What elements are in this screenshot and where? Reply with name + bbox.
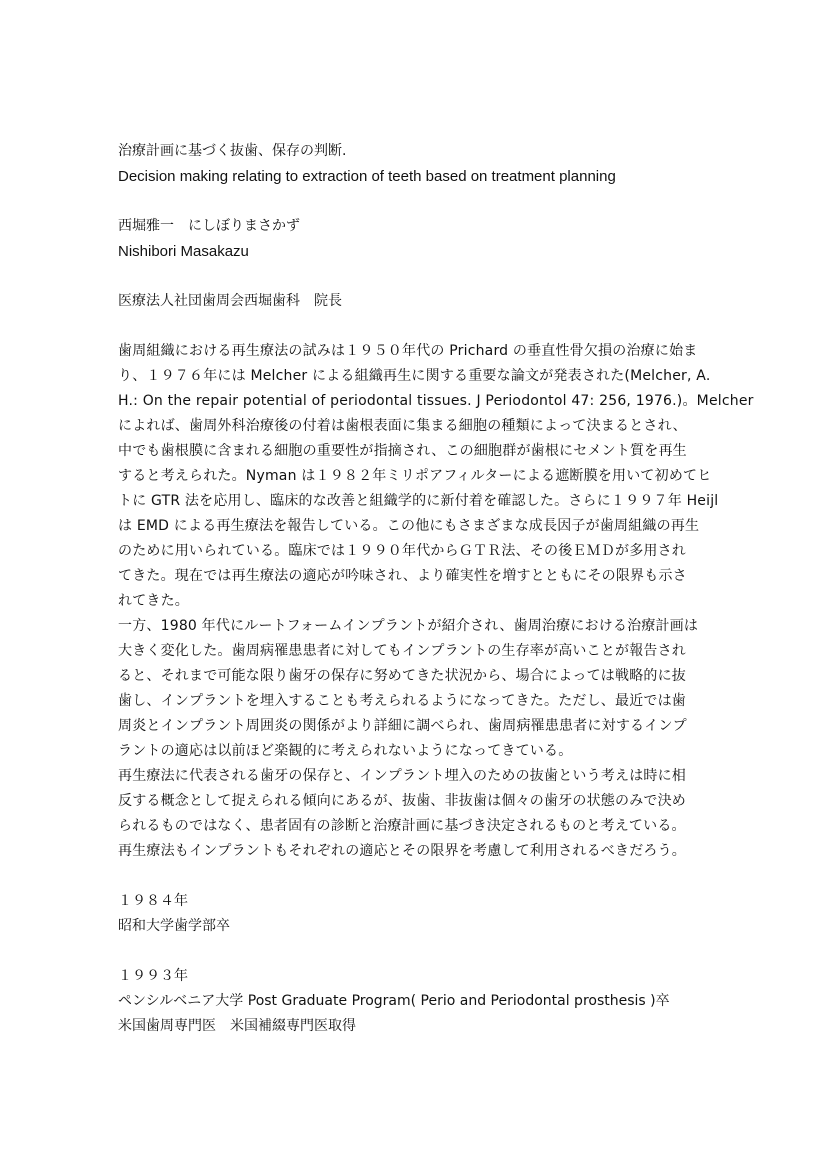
body-line: てきた。現在では再生療法の適応が吟味され、より確実性を増すとともにその限界も示さ [118, 568, 687, 584]
career-detail: 昭和大学歯学部卒 [118, 918, 230, 934]
author-japanese: 西堀雅一 にしぼりまさかず [118, 218, 300, 234]
body-line: のために用いられている。臨床では１９９０年代からＧＴＲ法、その後ＥＭＤが多用され [118, 543, 686, 559]
body-line: すると考えられた。Nyman は１９８２年ミリポアフィルターによる遮断膜を用いて初めてヒ [118, 468, 712, 484]
career-entry-1984 [118, 889, 713, 939]
body-line: によれば、歯周外科治療後の付着は歯根表面に集まる細胞の種類によって決まるとされ、 [118, 418, 687, 434]
title-japanese: 治療計画に基づく抜歯、保存の判断. [118, 143, 347, 159]
body-line: 再生療法もインプラントもそれぞれの適応とその限界を考慮して利用されるべきだろう。 [118, 843, 686, 859]
career-detail: 米国歯周専門医 米国補綴専門医取得 [118, 1018, 356, 1034]
spacer [118, 864, 713, 889]
body-line: 歯周組織における再生療法の試みは１９５０年代の Prichard の垂直性骨欠損の治療に始ま [118, 343, 698, 359]
body-line: ると、それまで可能な限り歯牙の保存に努めてきた状況から、場合によっては戦略的に抜 [118, 668, 686, 684]
spacer [118, 264, 713, 289]
body-line: 中でも歯根膜に含まれる細胞の重要性が指摘され、この細胞群が歯根にセメント質を再生 [118, 443, 687, 459]
career-entry-1993 [118, 964, 713, 1039]
spacer [118, 314, 713, 339]
body-line: 反する概念として捉えられる傾向にあるが、抜歯、非抜歯は個々の歯牙の状態のみで決め [118, 793, 686, 809]
abstract-body [118, 339, 754, 864]
body-line: H.: On the repair potential of periodontal tissues. J Periodontol 47: 256, 1976.)。Melcher [118, 393, 754, 409]
career-year: １９８４年 [118, 893, 188, 909]
body-line: は EMD による再生療法を報告している。この他にもさまざまな成長因子が歯周組織の再生 [118, 518, 700, 534]
affiliation: 医療法人社団歯周会西堀歯科 院長 [118, 293, 342, 309]
body-line: トに GTR 法を応用し、臨床的な改善と組織学的に新付着を確認した。さらに１９９７年 Heijl [118, 493, 719, 509]
spacer [118, 939, 713, 964]
spacer [118, 189, 713, 214]
body-line: 再生療法に代表される歯牙の保存と、インプラント埋入のための抜歯という考えは時に相 [118, 768, 686, 784]
author-english: Nishibori Masakazu [118, 243, 249, 260]
body-line: 歯し、インプラントを埋入することも考えられるようになってきた。ただし、最近では歯 [118, 693, 686, 709]
body-line: 周炎とインプラント周囲炎の関係がより詳細に調べられ、歯周病罹患患者に対するインプ [118, 718, 687, 734]
body-line: れてきた。 [118, 593, 189, 609]
body-line: ラントの適応は以前ほど楽観的に考えられないようになってきている。 [118, 743, 573, 759]
body-line: られるものではなく、患者固有の診断と治療計画に基づき決定されるものと考えている。 [118, 818, 686, 834]
career-year: １９９３年 [118, 968, 188, 984]
career-detail: ペンシルベニア大学 Post Graduate Program( Perio and Periodontal prosthesis )卒 [118, 993, 670, 1009]
body-line: 一方、1980 年代にルートフォームインプラントが紹介され、歯周治療における治療計画は [118, 618, 699, 634]
document-page [118, 139, 754, 1039]
body-line: 大きく変化した。歯周病罹患患者に対してもインプラントの生存率が高いことが報告され [118, 643, 686, 659]
title-english: Decision making relating to extraction of teeth based on treatment planning [118, 168, 616, 185]
body-line: り、１９７６年には Melcher による組織再生に関する重要な論文が発表された(Melcher, A. [118, 368, 711, 384]
